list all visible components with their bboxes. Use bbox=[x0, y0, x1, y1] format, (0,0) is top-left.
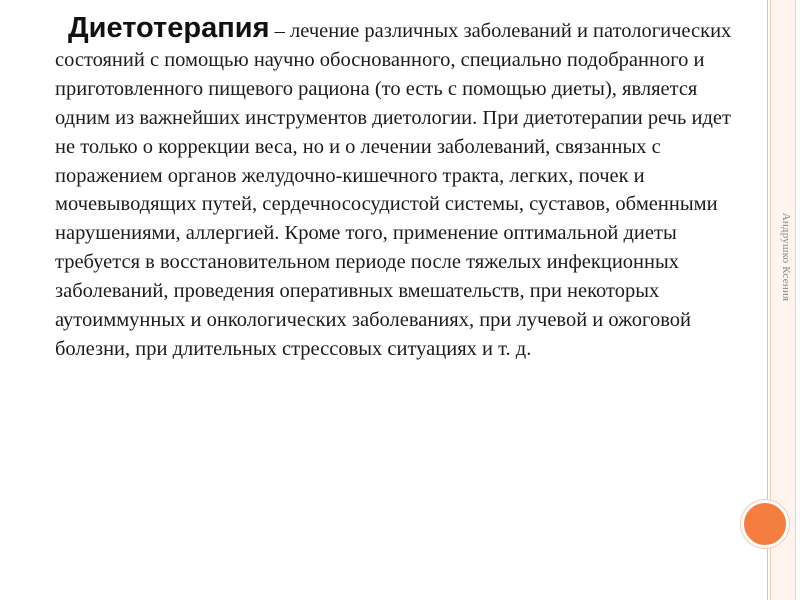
body-paragraph bbox=[55, 14, 755, 364]
right-border-line-outer bbox=[795, 0, 796, 600]
title-term: Диетотерапия bbox=[68, 12, 270, 44]
orange-circle-decoration bbox=[741, 500, 789, 548]
author-name: Андрушко Ксения bbox=[780, 212, 792, 302]
definition-text: – лечение различных заболеваний и патологических состояний с помощью научно обоснованного, специально подобранного и приготовленного пищевого рациона (то есть с помощью диеты), является одним из важнейших инструментов диетологии. При диетотерапии речь идет не только о коррекции веса, но и о лечении заболеваний, связанных с поражением органов желудочно-кишечного тракта, легких, почек и мочевыводящих путей, сердечнососудистой системы, суставов, обменными нарушениями, аллергией. Кроме того, применение оптимальной диеты требуется в восстановительном периоде после тяжелых инфекционных заболеваний, проведения оперативных вмешательств, при некоторых аутоиммунных и онкологических заболеваниях, при лучевой и ожоговой болезни, при длительных стрессовых ситуациях и т. д. bbox=[55, 20, 732, 360]
